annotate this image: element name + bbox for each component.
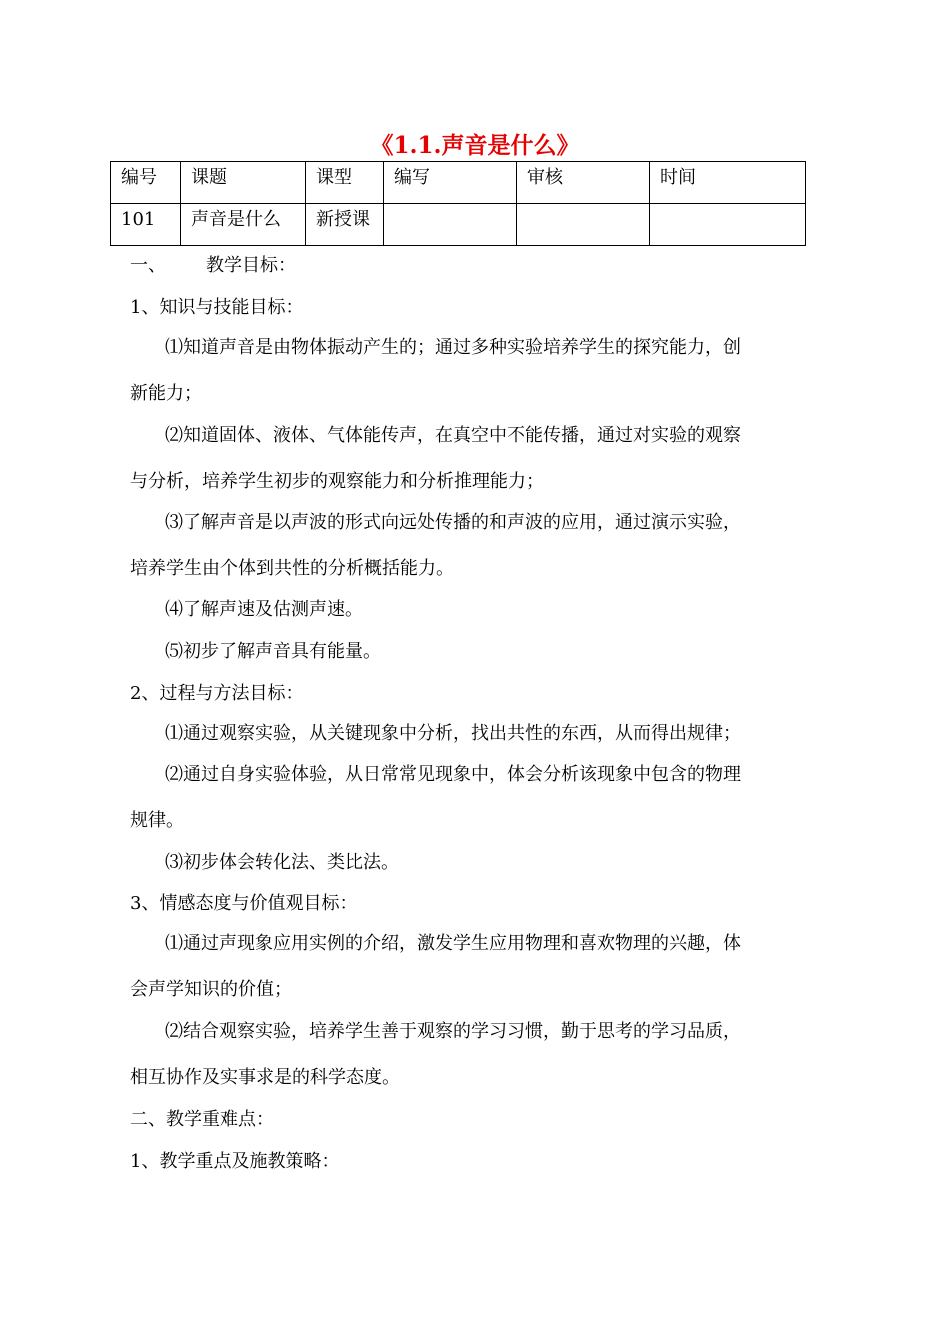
header-cell-topic: 课题 xyxy=(181,162,306,204)
document-title: 《1.1.声音是什么》 xyxy=(370,132,580,159)
section-number: 一、 xyxy=(130,255,166,276)
paragraph-line: ⑸初步了解声音具有能量。 xyxy=(165,641,381,662)
header-cell-author: 编写 xyxy=(384,162,517,204)
paragraph-line: 会声学知识的价值； xyxy=(130,979,292,1000)
paragraph-line: 培养学生由个体到共性的分析概括能力。 xyxy=(130,558,454,579)
cell-time xyxy=(650,204,806,246)
section-heading: 二、教学重难点： xyxy=(130,1109,274,1130)
subsection-heading: 3、情感态度与价值观目标： xyxy=(130,893,358,914)
header-cell-number: 编号 xyxy=(111,162,181,204)
paragraph-line: ⑵通过自身实验体验，从日常常见现象中，体会分析该现象中包含的物理 xyxy=(165,764,741,785)
paragraph-line: ⑶初步体会转化法、类比法。 xyxy=(165,852,399,873)
paragraph-line: 相互协作及实事求是的科学态度。 xyxy=(130,1067,400,1088)
paragraph-line: 与分析，培养学生初步的观察能力和分析推理能力； xyxy=(130,471,544,492)
header-cell-time: 时间 xyxy=(650,162,806,204)
paragraph-line: ⑶了解声音是以声波的形式向远处传播的和声波的应用，通过演示实验， xyxy=(165,512,741,533)
lesson-info-table xyxy=(110,161,806,246)
cell-number: 101 xyxy=(111,204,181,246)
table-header-row xyxy=(111,162,806,204)
paragraph-line: ⑴通过观察实验，从关键现象中分析，找出共性的东西，从而得出规律； xyxy=(165,723,741,744)
cell-topic: 声音是什么 xyxy=(181,204,306,246)
paragraph-line: ⑵知道固体、液体、气体能传声，在真空中不能传播，通过对实验的观察 xyxy=(165,425,741,446)
paragraph-line: ⑵结合观察实验，培养学生善于观察的学习习惯，勤于思考的学习品质， xyxy=(165,1021,741,1042)
paragraph-line: ⑴知道声音是由物体振动产生的；通过多种实验培养学生的探究能力，创 xyxy=(165,337,741,358)
subsection-heading: 1、教学重点及施教策略： xyxy=(130,1151,340,1172)
header-cell-type: 课型 xyxy=(306,162,384,204)
table-row xyxy=(111,204,806,246)
subsection-heading: 2、过程与方法目标： xyxy=(130,683,304,704)
paragraph-line: 规律。 xyxy=(130,810,184,831)
paragraph-line: 新能力； xyxy=(130,383,202,404)
cell-type: 新授课 xyxy=(306,204,384,246)
header-cell-reviewer: 审核 xyxy=(517,162,650,204)
cell-author xyxy=(384,204,517,246)
paragraph-line: ⑴通过声现象应用实例的介绍，激发学生应用物理和喜欢物理的兴趣，体 xyxy=(165,933,741,954)
subsection-heading: 1、知识与技能目标： xyxy=(130,297,304,318)
paragraph-line: ⑷了解声速及估测声速。 xyxy=(165,599,363,620)
cell-reviewer xyxy=(517,204,650,246)
section-heading: 教学目标： xyxy=(206,255,296,276)
